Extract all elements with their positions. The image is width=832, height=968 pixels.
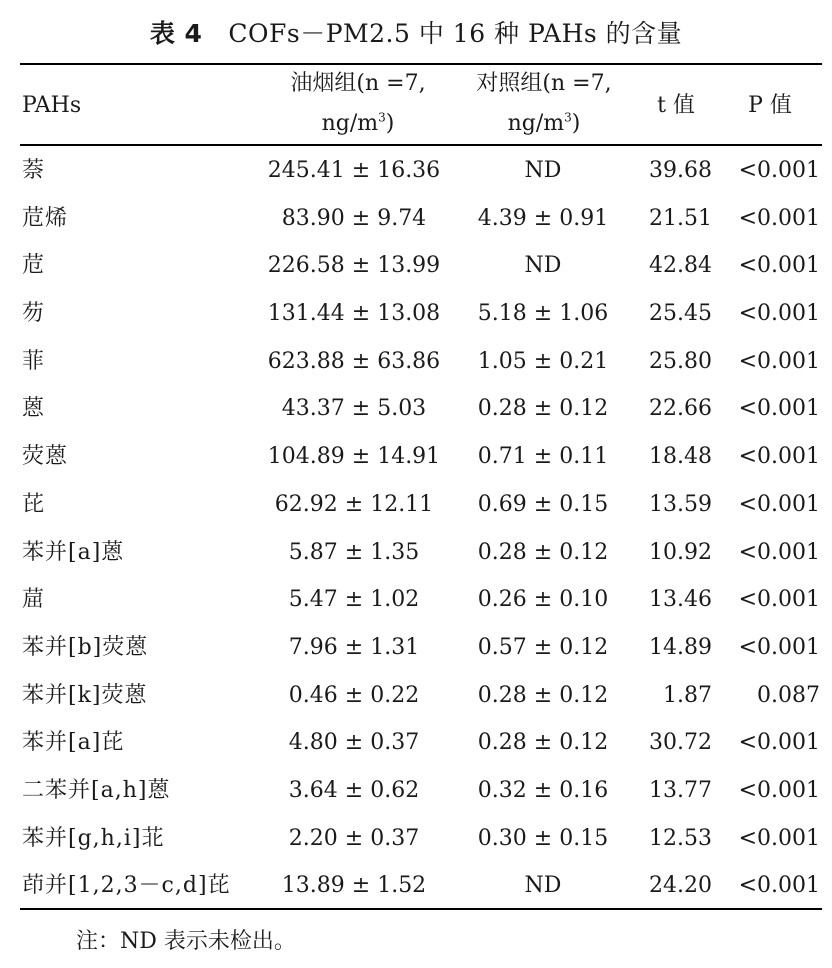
table-row [0, 481, 832, 529]
cell-p-value: <0.001 [738, 825, 820, 851]
cell-pah-name: 苯并[a]芘 [22, 730, 125, 756]
cell-control-group: ND [524, 253, 562, 279]
cell-oil-group: 13.89 ± 1.52 [281, 873, 427, 899]
bottom-rule [20, 908, 822, 910]
cell-oil-group: 245.41 ± 16.36 [267, 158, 441, 183]
cell-t-value: 1.87 [663, 682, 712, 708]
cell-oil-group: 2.20 ± 0.37 [288, 825, 420, 851]
cell-oil-group: 131.44 ± 13.08 [267, 301, 441, 327]
cell-control-group: 0.28 ± 0.12 [477, 396, 609, 422]
table-row [0, 672, 832, 720]
cell-control-group: 0.28 ± 0.12 [477, 730, 609, 756]
cell-oil-group: 623.88 ± 63.86 [267, 348, 441, 374]
table-row [0, 338, 832, 386]
cell-pah-name: 苯并[b]荧蒽 [22, 634, 149, 660]
cell-pah-name: 芴 [22, 301, 46, 327]
table-row [0, 862, 832, 910]
cell-t-value: 13.46 [649, 587, 712, 613]
cell-t-value: 25.45 [649, 301, 712, 327]
cell-control-group: 0.30 ± 0.15 [477, 825, 609, 851]
cell-control-group: 0.71 ± 0.11 [477, 444, 609, 470]
cell-t-value: 30.72 [649, 730, 712, 756]
header-ctl-line1: 对照组(n =7, [476, 71, 612, 96]
table-body [0, 147, 832, 910]
cell-t-value: 39.68 [649, 158, 712, 183]
cell-t-value: 18.48 [649, 444, 712, 470]
cell-control-group: ND [524, 873, 562, 899]
cell-pah-name: 苯并[k]荧蒽 [22, 682, 148, 708]
header-rule [20, 144, 822, 146]
cell-control-group: 0.32 ± 0.16 [477, 777, 609, 803]
cell-oil-group: 3.64 ± 0.62 [288, 777, 420, 803]
cell-control-group: 0.69 ± 0.15 [477, 491, 609, 517]
cell-p-value: <0.001 [738, 777, 820, 803]
cell-control-group: 0.28 ± 0.12 [477, 539, 609, 565]
header-oil-line1: 油烟组(n =7, [290, 71, 426, 96]
cell-pah-name: 芘 [22, 491, 46, 517]
header-oil-group [266, 64, 450, 144]
header-t-value: t 值 [657, 93, 695, 118]
cell-p-value: 0.087 [757, 682, 820, 708]
cell-control-group: 0.26 ± 0.10 [477, 587, 609, 613]
cell-t-value: 24.20 [649, 873, 712, 899]
header-pahs: PAHs [22, 93, 82, 118]
cell-pah-name: 茚并[1,2,3－c,d]芘 [22, 873, 231, 899]
header-ctl-line2: $ng/m^3$) [507, 110, 581, 136]
table-note: 注：ND 表示未检出。 [76, 929, 296, 954]
table-row [0, 719, 832, 767]
cell-p-value: <0.001 [738, 491, 820, 517]
cell-t-value: 14.89 [649, 634, 712, 660]
cell-pah-name: 二苯并[a,h]蒽 [22, 777, 171, 803]
cell-t-value: 25.80 [649, 348, 712, 374]
cell-oil-group: 104.89 ± 14.91 [267, 444, 441, 470]
table-row [0, 195, 832, 243]
cell-oil-group: 62.92 ± 12.11 [274, 491, 434, 517]
cell-p-value: <0.001 [738, 348, 820, 374]
cell-pah-name: 蒽 [22, 396, 46, 422]
cell-t-value: 13.59 [649, 491, 712, 517]
cell-oil-group: 5.47 ± 1.02 [288, 587, 420, 613]
header-p-value: P 值 [748, 93, 792, 118]
table-title: COFs－PM2.5 中 16 种 PAHs 的含量 [228, 19, 683, 48]
table-row [0, 433, 832, 481]
cell-p-value: <0.001 [738, 539, 820, 565]
cell-p-value: <0.001 [738, 873, 820, 899]
cell-t-value: 10.92 [649, 539, 712, 565]
cell-control-group: 5.18 ± 1.06 [477, 301, 609, 327]
cell-p-value: <0.001 [738, 634, 820, 660]
cell-pah-name: 苯并[a]蒽 [22, 539, 125, 565]
cell-oil-group: 0.46 ± 0.22 [288, 682, 420, 708]
cell-t-value: 42.84 [649, 253, 712, 279]
cell-p-value: <0.001 [738, 396, 820, 422]
cell-control-group: ND [524, 158, 562, 183]
cell-oil-group: 43.37 ± 5.03 [281, 396, 427, 422]
table-row [0, 290, 832, 338]
table-row [0, 385, 832, 433]
cell-control-group: 0.57 ± 0.12 [477, 634, 609, 660]
cell-p-value: <0.001 [738, 253, 820, 279]
table-number: 表 4 [149, 19, 203, 48]
table-row [0, 576, 832, 624]
cell-t-value: 22.66 [649, 396, 712, 422]
table-row [0, 529, 832, 577]
table-row [0, 624, 832, 672]
cell-t-value: 21.51 [649, 205, 712, 231]
table-row [0, 147, 832, 195]
cell-p-value: <0.001 [738, 158, 820, 183]
table-row [0, 767, 832, 815]
cell-oil-group: 226.58 ± 13.99 [267, 253, 441, 279]
cell-oil-group: 7.96 ± 1.31 [288, 634, 420, 660]
table-row [0, 242, 832, 290]
cell-control-group: 4.39 ± 0.91 [477, 205, 609, 231]
table-row [0, 815, 832, 863]
cell-pah-name: 萘 [22, 158, 46, 183]
header-oil-line2: $ng/m^3$) [321, 110, 395, 136]
cell-p-value: <0.001 [738, 587, 820, 613]
cell-oil-group: 5.87 ± 1.35 [288, 539, 420, 565]
cell-pah-name: 䓛 [22, 587, 46, 613]
cell-p-value: <0.001 [738, 444, 820, 470]
cell-t-value: 13.77 [649, 777, 712, 803]
cell-p-value: <0.001 [738, 301, 820, 327]
cell-pah-name: 苊烯 [22, 205, 69, 231]
cell-oil-group: 83.90 ± 9.74 [281, 205, 427, 231]
cell-control-group: 0.28 ± 0.12 [477, 682, 609, 708]
cell-pah-name: 菲 [22, 348, 46, 374]
cell-t-value: 12.53 [649, 825, 712, 851]
table-caption [0, 14, 832, 50]
cell-control-group: 1.05 ± 0.21 [477, 348, 609, 374]
header-control-group [458, 64, 630, 144]
cell-pah-name: 苯并[g,h,i]苝 [22, 825, 165, 851]
cell-pah-name: 苊 [22, 253, 46, 279]
cell-oil-group: 4.80 ± 0.37 [288, 730, 420, 756]
cell-p-value: <0.001 [738, 205, 820, 231]
cell-p-value: <0.001 [738, 730, 820, 756]
cell-pah-name: 荧蒽 [22, 444, 69, 470]
